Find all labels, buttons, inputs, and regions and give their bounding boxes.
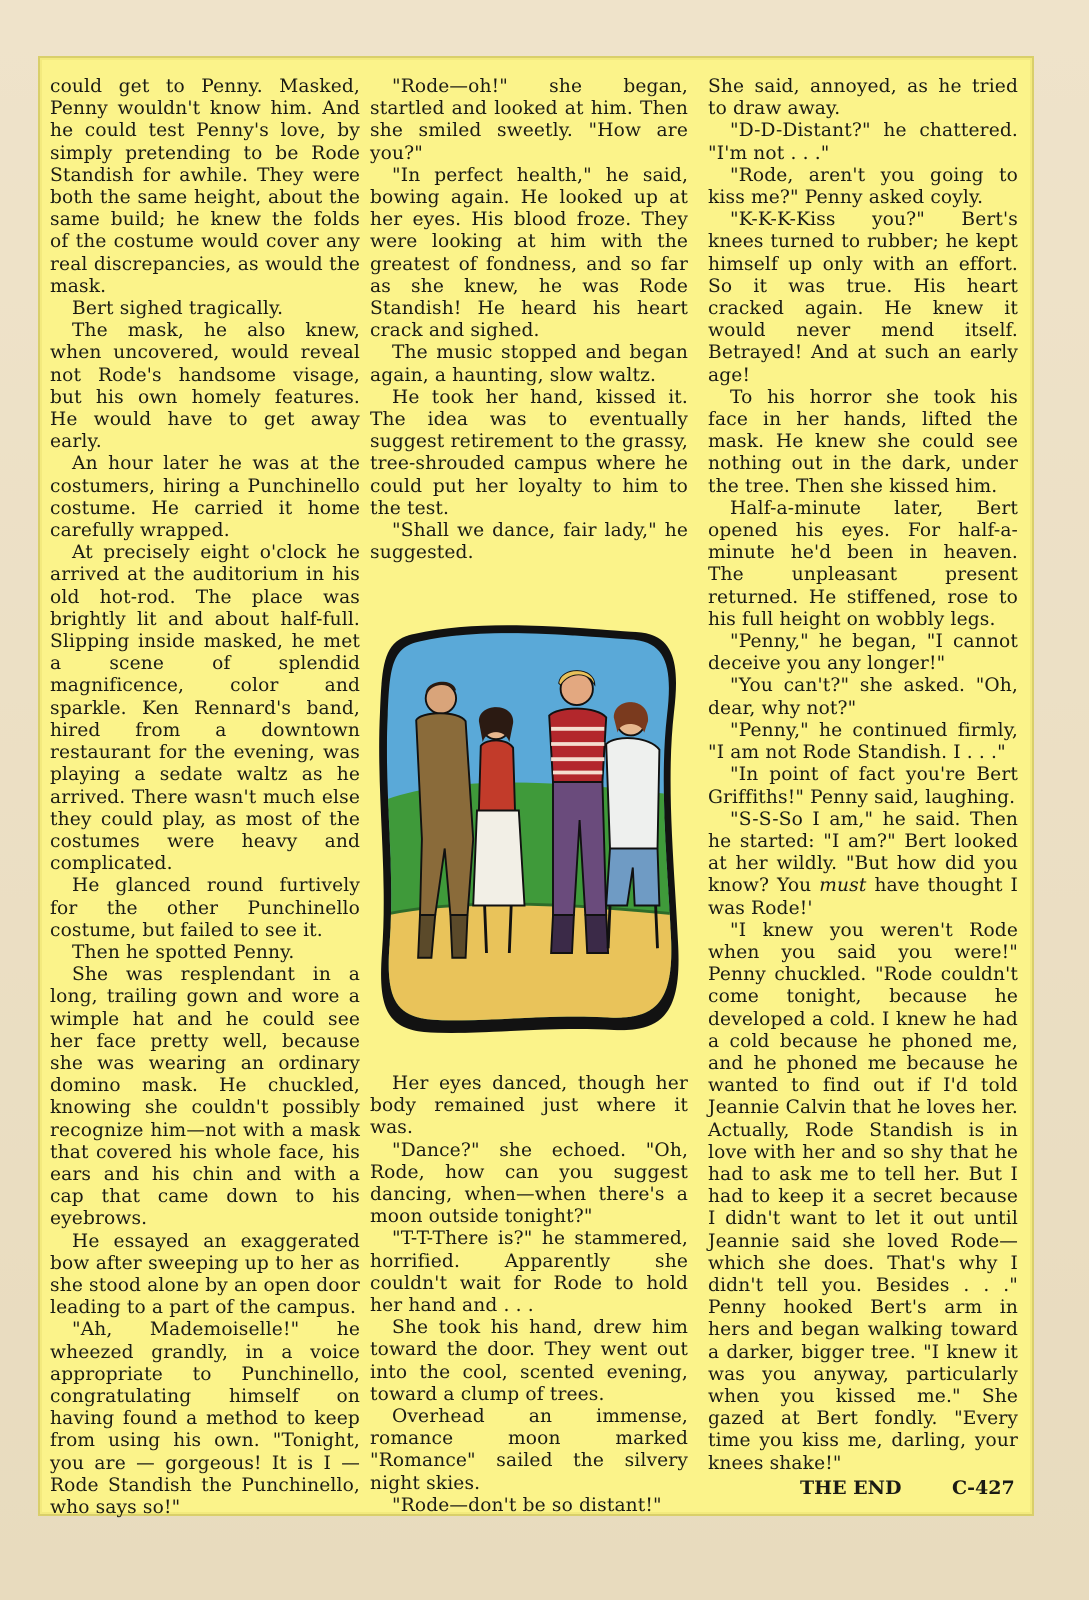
paragraph: At precisely eight o'clock he arrived at the auditorium in his old hot-rod. The place was brightly lit and about half-full. Slipping inside masked, he met a scene of splendid magnificence, color and sparkle. Ken Rennard's band, hired from a downtown restaurant for the evening, was playing a sedate waltz as he arrived. There wasn't much else they could play, as most of the costumes were heavy and complicated.	[50, 542, 360, 875]
column-2-top	[370, 76, 688, 564]
page-code: C-427	[952, 1477, 1015, 1499]
paragraph: "Rode—don't be so distant!"	[392, 1494, 662, 1516]
paragraph: "Shall we dance, fair lady," he suggested.	[370, 520, 688, 564]
paragraph: "I knew you weren't Rode when you said you were!" Penny chuckled. "Rode couldn't come tonight, because he developed a cold. I knew he had a cold because he phoned me, and he phoned me because he wanted to find out if I'd told Jeannie Calvin that he loves her. Actually, Rode Standish is in love with her and so shy that he had to ask me to tell her. But I had to keep it a secret because I didn't want to let it out until Jeannie said she loved Rode—which she does. That's why I didn't tell you. Besides . . ." Penny hooked Bert's arm in hers and began walking toward a darker, bigger tree. "I knew it was you anyway, particularly when you kissed me." She gazed at Bert fondly. "Every time you kiss me, darling, your knees shake!"	[708, 919, 1018, 1474]
paragraph: "Rode, aren't you going to kiss me?" Penny asked coyly.	[708, 164, 1018, 209]
emphasis: must	[819, 875, 867, 897]
text-span: "S-S-So I am," he said. Then he started: "I am?" Bert looked at her wildly. "But how did you know? You	[708, 808, 1018, 897]
column-1	[50, 76, 360, 1519]
paragraph: "In perfect health," he said, bowing again. He looked up at her eyes. His blood froze. They were looking at him with the greatest of fondness, and so far as she knew, he was Rode Standish! He heard his heart crack and sighed.	[370, 164, 688, 342]
paragraph: She took his hand, drew him toward the door. They went out into the cool, scented evening, toward a clump of trees.	[370, 1317, 688, 1405]
paragraph: The music stopped and began again, a haunting, slow waltz.	[370, 342, 688, 386]
story-illustration	[374, 622, 684, 1040]
paragraph: Overhead an immense, romance moon marked "Romance" sailed the silvery night skies.	[370, 1406, 688, 1494]
paragraph: To his horror she took his face in her hands, lifted the mask. He knew she could see nothing out in the dark, under the tree. Then she kissed him.	[708, 386, 1018, 497]
paragraph: Then he spotted Penny.	[72, 941, 295, 963]
paragraph: An hour later he was at the costumers, hiring a Punchinello costume. He carried it home carefully wrapped.	[50, 453, 360, 542]
paragraph: could get to Penny. Masked, Penny wouldn't know him. And he could test Penny's love, by simply pretending to be Rode Standish for awhile. They were both the same height, about the same build; he knew the folds of the costume would cover any real discrepancies, as would the mask.	[50, 76, 360, 297]
paragraph: He essayed an exaggerated bow after sweeping up to her as she stood alone by an open door leading to a part of the campus.	[50, 1230, 360, 1319]
paragraph: He took her hand, kissed it. The idea was to eventually suggest retirement to the grassy, tree-shrouded campus where he could put her loyalty to him to the test.	[370, 386, 688, 519]
paragraph: She was resplendant in a long, trailing gown and wore a wimple hat and he could see her face pretty well, because she was wearing an ordinary domino mask. He chuckled, knowing she couldn't possibly recognize him—not with a mask that covered his whole face, his ears and his chin and with a cap that came down to his eyebrows.	[50, 964, 360, 1230]
paragraph: "K-K-K-Kiss you?" Bert's knees turned to rubber; he kept himself up only with an effort. So it was true. His heart cracked again. He knew it would never mend itself. Betrayed! And at such an early age!	[708, 209, 1018, 386]
paragraph: Half-a-minute later, Bert opened his eyes. For half-a-minute he'd been in heaven. The unpleasant present returned. He stiffened, rose to his full height on wobbly legs.	[708, 497, 1018, 630]
paragraph: "T-T-There is?" he stammered, horrified. Apparently she couldn't wait for Rode to hold her hand and . . .	[370, 1228, 688, 1317]
text-span: have thought I was Rode!'	[708, 875, 1019, 919]
paragraph: "Rode—oh!" she began, startled and looked at him. Then she smiled sweetly. "How are you?"	[370, 76, 688, 164]
paragraph: She said, annoyed, as he tried to draw away.	[708, 76, 1018, 120]
paragraph: "Dance?" she echoed. "Oh, Rode, how can you suggest dancing, when—when there's a moon outside tonight?"	[370, 1139, 688, 1228]
paragraph: Her eyes danced, though her body remained just where it was.	[370, 1073, 688, 1139]
paragraph: "Penny," he continued firmly, "I am not Rode Standish. I . . ."	[708, 719, 1018, 764]
paragraph	[708, 809, 1018, 920]
paragraph: Bert sighed tragically.	[72, 298, 284, 320]
paragraph: "D-D-Distant?" he chattered. "I'm not . . ."	[708, 120, 1018, 164]
paragraph: "In point of fact you're Bert Griffiths!" Penny said, laughing.	[708, 764, 1018, 808]
column-2-bottom	[370, 1073, 688, 1517]
the-end-label: THE END	[800, 1477, 902, 1499]
paragraph: The mask, he also knew, when uncovered, would reveal not Rode's handsome visage, but his own homely features. He would have to get away early.	[50, 320, 360, 453]
paragraph: "Penny," he began, "I cannot deceive you any longer!"	[708, 631, 1018, 675]
paragraph: He glanced round furtively for the other Punchinello costume, but failed to see it.	[50, 875, 360, 941]
paragraph: "You can't?" she asked. "Oh, dear, why not?"	[708, 675, 1018, 719]
paragraph: "Ah, Mademoiselle!" he wheezed grandly, in a voice appropriate to Punchinello, congratulating himself on having found a method to keep from using his own. "Tonight, you are — gorgeous! It is I — Rode Standish the Punchinello, who says so!"	[50, 1319, 360, 1518]
column-3	[708, 76, 1018, 1475]
